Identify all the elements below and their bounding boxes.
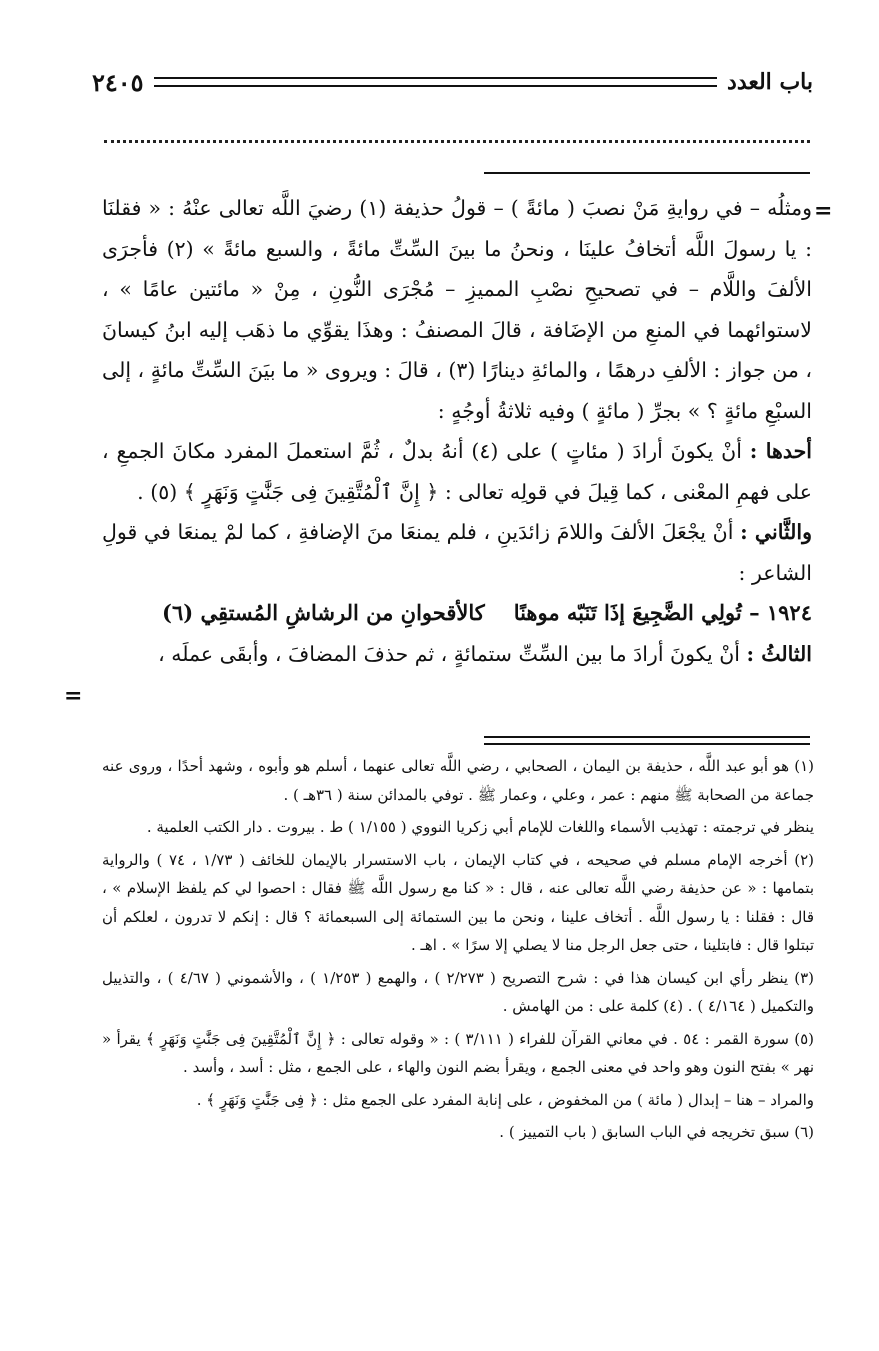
- footnote: والمراد – هنا – إبدال ( مائة ) من المخفوض ، على إنابة المفرد على الجمع مثل : ﴿ فِى جَنَّٰتٍ وَنَهَرٍ ﴾ .: [196, 1090, 814, 1109]
- main-text: [102, 188, 812, 674]
- footnote: (١) هو أبو عبد اللَّه ، حذيفة بن اليمان ، الصحابي ، رضي اللَّه تعالى عنهما ، أسلم هو وأبوه ، وشهد أحدًا ، وروى عنه جماعة من الصحابة ﷺ منهم : عمر ، وعلي ، وعمار ﷺ . توفي بالمدائن سنة ( ٣٦هـ ) .: [102, 757, 814, 804]
- continuation-mark-top: =: [814, 198, 833, 224]
- footnote: (٢) أخرجه الإمام مسلم في صحيحه ، في كتاب الإيمان ، باب الاستسرار بالإيمان للخائف ( ١/٧٣ ، ٧٤ ) والرواية بتمامها : « عن حذيفة رضي اللَّه تعالى عنه ، قال : « كنا مع رسول اللَّه ﷺ فقال : احصوا لي كم يلفظ الإسلام » ، قال : فقلنا : يا رسول اللَّه . أتخاف علينا ، ونحن ما بين الستمائة إلى السبعمائة ؟ قال : إنكم لا تدرون ، لعلكم أن تبتلوا قال : فابتلينا ، حتى جعل الرجل منا لا يصلي إلا سرًا » . اهـ .: [102, 850, 814, 954]
- footnote: (٦) سبق تخريجه في الباب السابق ( باب التمييز ) .: [499, 1123, 814, 1141]
- footnote: (٥) سورة القمر : ٥٤ . في معاني القرآن للفراء ( ٣/١١١ ) : « وقوله تعالى : ﴿ إِنَّ ٱلْمُتَّقِينَ فِى جَنَّٰتٍ وَنَهَرٍ ﴾ يقرأ « نهر » بفتح النون وهو واحد في معنى الجمع ، ويقرأ بضم النون والهاء ، على الجمع ، مثل : أسد ، وأسد .: [102, 1029, 814, 1076]
- section-label: أحدها :: [749, 439, 812, 463]
- paragraph: [102, 512, 812, 593]
- header-rule: [154, 77, 717, 87]
- continuation-mark-bottom: =: [64, 683, 83, 709]
- page-number: ٢٤٠٥: [92, 67, 144, 97]
- verse-first-half: [514, 593, 812, 634]
- verse-hemistich-1: تُولِي الضَّجِيعَ إذَا تَنَبّه موهنًا: [513, 600, 742, 625]
- footnote: (٣) ينظر رأي ابن كيسان هذا في : شرح التصريح ( ٢/٢٧٣ ) ، والهمع ( ١/٢٥٣ ) ، والأشموني ( ٤/٦٧ ) ، والتذييل والتكميل ( ٤/١٦٤ ) . (٤) كلمة على : من الهامش .: [102, 968, 815, 1015]
- paragraph-text: أنْ يكونَ أرادَ ( مئاتٍ ) على (٤) أنهُ بدلٌ ، ثُمَّ استعملَ المفرد مكانَ الجمعِ ، على فهمِ المعْنى ، كما قِيلَ في قولِه تعالى : ﴿ إِنَّ ٱلْمُتَّقِينَ فِى جَنَّٰتٍ وَنَهَرٍ ﴾ (٥) .: [102, 439, 812, 504]
- paragraph: [102, 431, 812, 512]
- footnote-rule: [484, 736, 810, 745]
- footnotes: [102, 752, 814, 1151]
- verse-number: ١٩٢٤ –: [749, 600, 812, 625]
- paragraph: [102, 634, 812, 675]
- verse-hemistich-2: كالأقحوانِ من الرشاشِ المُستقِي (٦): [162, 600, 485, 625]
- footnote: ينظر في ترجمته : تهذيب الأسماء واللغات للإمام أبي زكريا النووي ( ١/١٥٥ ) ط . بيروت . دار الكتب العلمية .: [146, 818, 814, 836]
- dotted-separator: [104, 140, 810, 143]
- poetry-verse: [102, 593, 812, 634]
- chapter-title: باب العدد: [727, 69, 813, 95]
- paragraph: ومثلُه – في روايةِ مَنْ نصبَ ( مائةً ) – قولُ حذيفة (١) رضيَ اللَّه تعالى عنْهُ : « فقلنَا : يا رسولَ اللَّه أتخافُ علينَا ، ونحنُ ما بينَ السِّتِّ مائةً ، والسبع مائةً » (٢) فأجرَى الألفَ واللَّام – في تصحيحِ نصْبِ المميزِ – مُجْرَى النُّونِ ، مِنْ « مائتين عامًا » ، لاستوائهما في المنعِ من الإضَافة ، قالَ المصنفُ : وهذَا يقوِّي ما ذهَب إليه ابنُ كيسانَ ، من جواز : الألفِ درهمًا ، والمائةِ دينارًا (٣) ، قالَ : ويروى « ما بيَنَ السِّتِّ مائةٍ ، إلى السبْعِ مائةٍ ؟ » بجرِّ ( مائةٍ ) وفيه ثلاثةُ أوجُهٍ :: [102, 196, 812, 423]
- top-rule: [484, 172, 810, 174]
- running-header: [92, 62, 813, 102]
- paragraph-text: أنْ يكونَ أرادَ ما بين السِّتِّ ستمائةٍ ، ثم حذفَ المضافَ ، وأبقَى عملَه ،: [158, 641, 740, 666]
- section-label: الثالثُ :: [746, 641, 812, 666]
- paragraph-text: أنْ يجْعَلَ الألفَ واللامَ زائدَينِ ، فلم يمنعَا منَ الإضافةِ ، كما لمْ يمنعَا في قولِ الشاعر :: [102, 520, 812, 585]
- section-label: والثَّاني :: [740, 520, 812, 544]
